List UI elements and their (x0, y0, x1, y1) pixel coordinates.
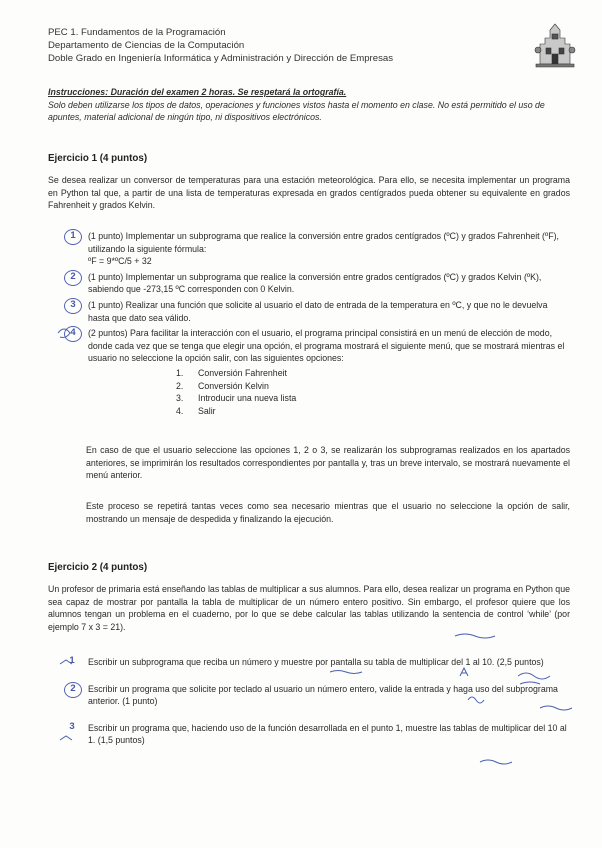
exercise1-item (66, 271, 570, 296)
exercise2-title: Ejercicio 2 (4 puntos) (48, 562, 148, 573)
exercise2-items (66, 656, 570, 750)
exercise1-item (66, 327, 570, 417)
document-header (48, 26, 393, 65)
item-number-circled: 2 (64, 270, 82, 286)
item-text: Escribir un programa que solicite por teclado al usuario un número entero, valide la entrada y haga uso del subprograma anterior. (1 punto) (88, 683, 558, 707)
exercise2-intro: Un profesor de primaria está enseñando las tablas de multiplicar a sus alumnos. Para ello, desea realizar un programa en Python que sea capaz de mostrar por pantalla la tabla de multiplicar de un número entero positivo. Sin embargo, el profesor quiere que los alumnos tengan un problema en el cuaderno, por lo que se debe calcular las tablas utilizando la sentencia de control ‘while’ (por ejemplo 7 x 3 = 21). (48, 584, 570, 632)
exercise2-item (66, 722, 570, 747)
instructions-lead: Instrucciones: Duración del examen 2 horas. Se respetará la ortografía. (48, 87, 347, 97)
university-logo (532, 20, 578, 70)
item-text: Escribir un programa que, haciendo uso de la función desarrollada en el punto 1, muestre las tablas de multiplicar del 10 al 1. (1,5 puntos) (88, 722, 567, 746)
item-text: (1 punto) Implementar un subprograma que realice la conversión entre grados centígrados (ºC) y grados Fahrenheit (ºF), utilizando la siguiente fórmula: (88, 231, 559, 254)
header-line-degree: Doble Grado en Ingeniería Informática y Administración y Dirección de Empresas (48, 53, 394, 64)
exercise2-item (66, 683, 570, 708)
menu-option: 2. Conversión Kelvin (176, 380, 269, 391)
item-number: 1 (69, 655, 75, 666)
exercise1-items (66, 230, 570, 420)
header-line-course: PEC 1. Fundamentos de la Programación (48, 27, 226, 38)
item-text: (2 puntos) Para facilitar la interacción con el usuario, el programa principal consistirá en un menú de elección de modo, donde cada vez que se tenga que elegir una opción, el programa mostrará el siguiente menú, que se mostrará mientras el usuario no seleccione la opción salir, con las siguientes opciones: (88, 328, 565, 364)
menu-options-list (176, 367, 570, 417)
exercise1-title: Ejercicio 1 (4 puntos) (48, 153, 148, 164)
exercise1-item (66, 230, 570, 268)
item-number-circled: 2 (64, 682, 82, 698)
instructions (48, 86, 568, 124)
exercise1-item (66, 299, 570, 324)
exercise1-para3: Este proceso se repetirá tantas veces como sea necesario mientras que el usuario no seleccione la opción de salir, mostrando un mensaje de despedida y finalizando la ejecución. (86, 501, 570, 524)
item-number: 3 (69, 720, 75, 732)
item-text: (1 punto) Realizar una función que solicite al usuario el dato de entrada de la temperatura en ºC, y que no le devuelva hasta que dato sea válido. (88, 299, 548, 323)
pen-scribble (480, 760, 512, 764)
item-number-circled: 3 (64, 298, 82, 314)
menu-option: 1. Conversión Fahrenheit (176, 367, 287, 378)
pen-scribble (455, 634, 495, 638)
menu-option: 3. Introducir una nueva lista (176, 393, 297, 404)
exercise2-item (66, 656, 570, 669)
item-number-circled: 4 (64, 326, 82, 342)
exercise1-para2: En caso de que el usuario seleccione las opciones 1, 2 o 3, se realizarán los subprogramas realizados en los apartados anteriores, se imprimirán los resultados correspondientes por pantalla y, tras un breve intervalo, se mostrará nuevamente el menú anterior. (86, 445, 570, 481)
menu-option: 4. Salir (176, 405, 216, 416)
item-text: Escribir un subprograma que reciba un número y muestre por pantalla su tabla de multiplicar del 1 al 10. (2,5 puntos) (88, 657, 544, 667)
header-line-department: Departamento de Ciencias de la Computación (48, 40, 245, 51)
item-number-circled: 1 (64, 229, 82, 245)
instructions-text: Solo deben utilizarse los tipos de datos, operaciones y funciones vistos hasta el momento en clase. No está permitido el uso de apuntes, material adicional de ningún tipo, ni dispositivos electrónicos. (48, 99, 545, 122)
exercise1-intro: Se desea realizar un conversor de temperaturas para una estación meteorológica. Para ello, se necesita implementar un programa en Python tal que, a partir de una lista de temperaturas expresada en grados centígrados pueda obtener su equivalente en grados Fahrenheit y grados Kelvin. (48, 175, 570, 211)
item-text: (1 punto) Implementar un subprograma que realice la conversión entre grados centígrados (ºC) y grados Kelvin (ºK), sabiendo que -273,15 ºC corresponden con 0 Kelvin. (88, 271, 542, 295)
fahrenheit-formula: ºF = 9*ºC/5 + 32 (88, 256, 152, 267)
